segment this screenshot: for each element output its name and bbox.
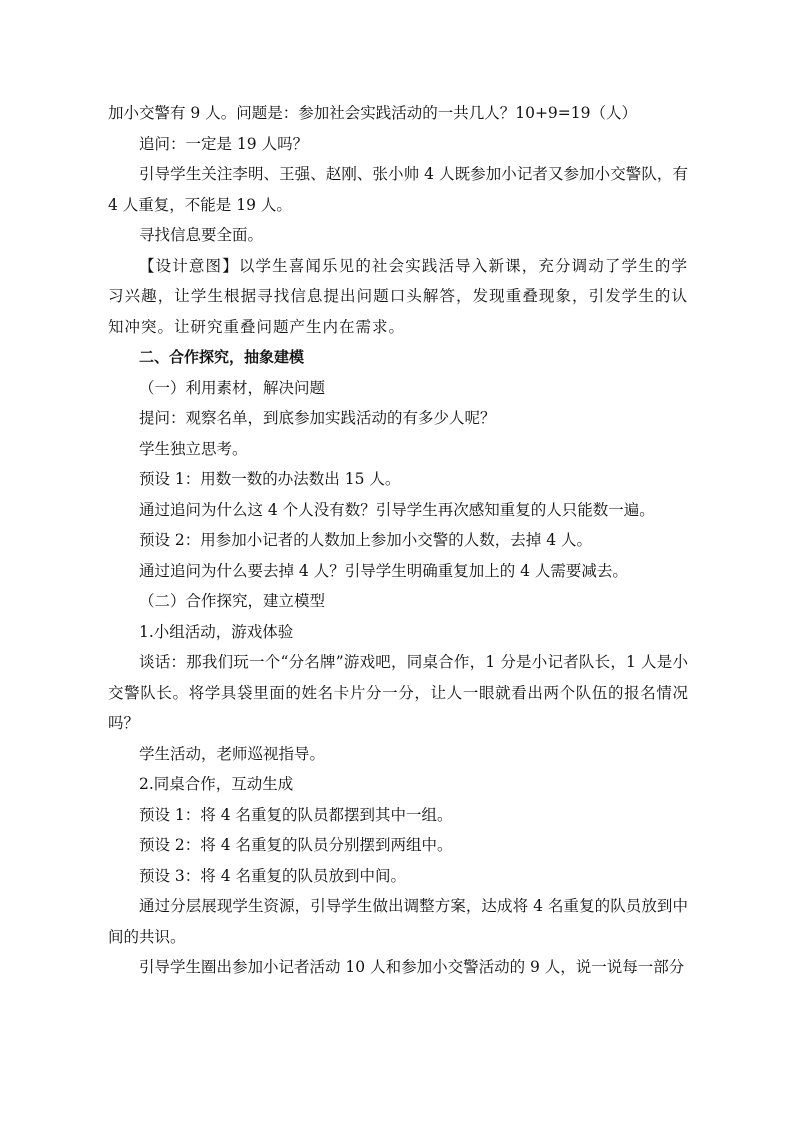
paragraph-follow-up-question: 追问：一定是 19 人吗？ <box>139 134 309 153</box>
paragraph-guidance-duplicates: 引导学生关注李明、王强、赵刚、张小帅 4 人既参加小记者又参加小交警队，有 4 人重复，不能是 19 人。 <box>108 165 688 214</box>
document-body <box>108 98 688 983</box>
paragraph-preset-2-subtract: 预设 2：用参加小记者的人数加上参加小交警的人数，去掉 4 人。 <box>139 531 593 549</box>
paragraph-question: 提问：观察名单，到底参加实践活动的有多少人呢？ <box>139 409 496 427</box>
paragraph-independent-thinking: 学生独立思考。 <box>139 439 248 458</box>
paragraph-consensus: 通过分层展现学生资源，引导学生做出调整方案，达成将 4 名重复的队员放到中间的共识。 <box>108 897 688 946</box>
subsection-heading-build-model: （二）合作探究，建立模型 <box>139 592 326 610</box>
paragraph-circle-groups: 引导学生圈出参加小记者活动 10 人和参加小交警活动的 9 人，说一说每一部分 <box>139 958 685 976</box>
paragraph-name-card-game: 谈话：那我们玩一个“分名牌”游戏吧，同桌合作，1 分是小记者队长，1 人是小交警队长。将学具袋里面的姓名卡片分一分，让人一眼就看出两个队伍的报名情况吗？ <box>108 653 688 732</box>
paragraph-preset-1-count: 预设 1：用数一数的办法数出 15 人。 <box>139 470 401 488</box>
paragraph-group-activity: 1.小组活动，游戏体验 <box>139 622 294 641</box>
paragraph-followup-count: 通过追问为什么这 4 个人没有数？引导学生再次感知重复的人只能数一遍。 <box>139 500 655 519</box>
paragraph-preset-one-group: 预设 1：将 4 名重复的队员都摆到其中一组。 <box>139 805 453 824</box>
subsection-heading-use-materials: （一）利用素材，解决问题 <box>139 378 326 397</box>
paragraph-design-intent: 【设计意图】以学生喜闻乐见的社会实践活导入新课，充分调动了学生的学习兴趣，让学生根据寻找信息提出问题口头解答，发现重叠现象，引发学生的认知冲突。让研究重叠问题产生内在需求。 <box>108 256 688 336</box>
paragraph-preset-middle: 预设 3：将 4 名重复的队员放到中间。 <box>139 866 407 885</box>
paragraph-followup-subtract: 通过追问为什么要去掉 4 人？引导学生明确重复加上的 4 人需要减去。 <box>139 561 628 580</box>
paragraph-find-info: 寻找信息要全面。 <box>139 226 264 244</box>
paragraph-pair-work: 2.同桌合作，互动生成 <box>139 775 294 793</box>
paragraph-continuation: 加小交警有 9 人。问题是：参加社会实践活动的一共几人？10+9=19（人） <box>108 104 638 122</box>
paragraph-preset-two-groups: 预设 2：将 4 名重复的队员分别摆到两组中。 <box>139 836 453 854</box>
paragraph-student-activity: 学生活动，老师巡视指导。 <box>139 744 326 763</box>
section-heading-cooperation: 二、合作探究，抽象建模 <box>139 348 305 366</box>
